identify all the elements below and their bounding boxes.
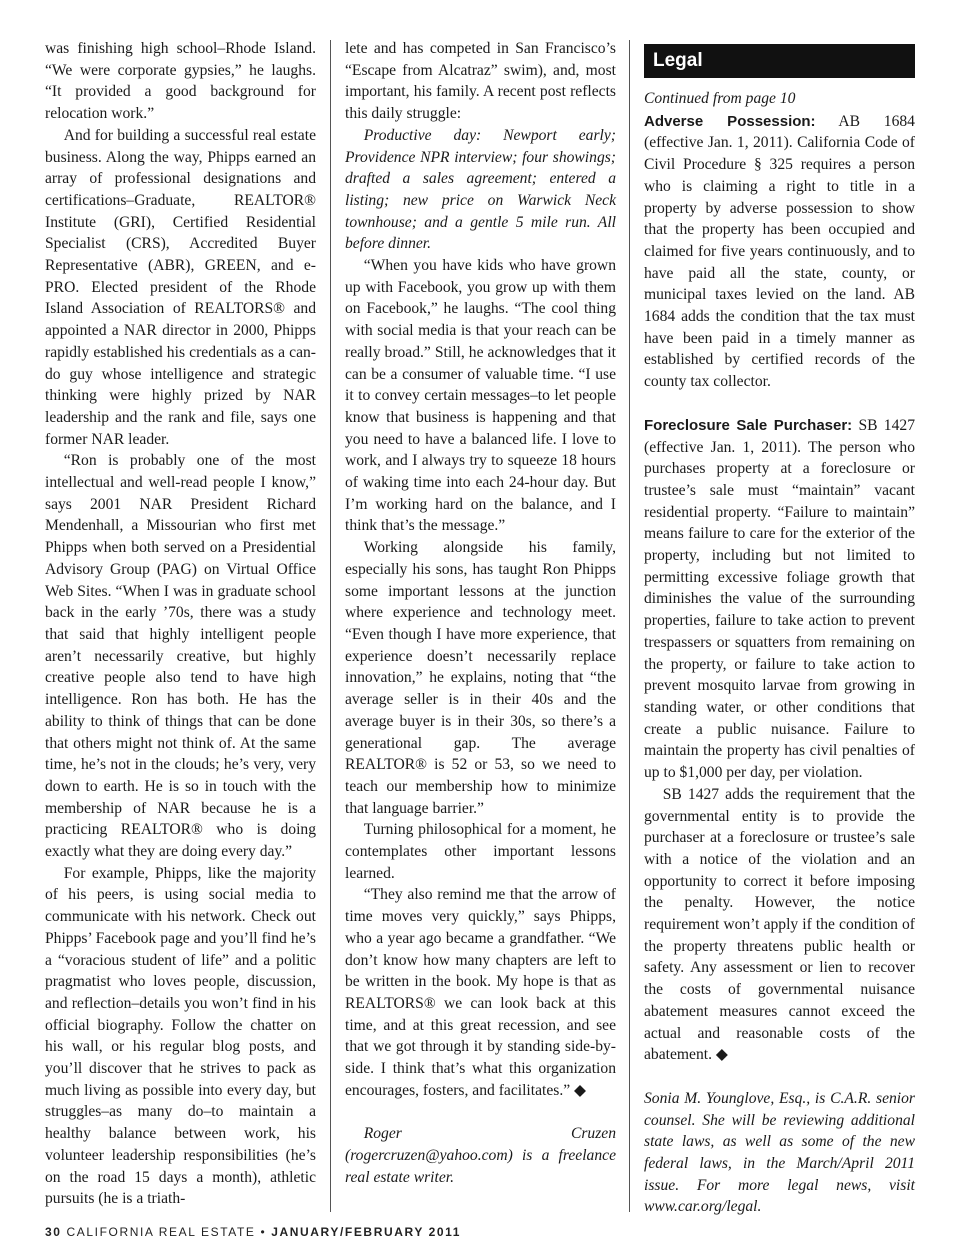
author-byline: Roger Cruzen (rogercruzen@yahoo.com) is a freelance real estate writer.: [345, 1125, 616, 1186]
article-column-2: [345, 38, 616, 1189]
legal-section-header: Legal: [644, 44, 915, 78]
footer-separator: •: [260, 1225, 267, 1239]
adverse-possession-heading: Adverse Possession:: [644, 112, 816, 130]
paragraph: lete and has competed in San Francisco’s “Escape from Alcatraz” swim), and, most important, his family. A recent post reflects this daily struggle:: [345, 40, 616, 123]
legal-column: [644, 44, 915, 1218]
adverse-possession-paragraph: Adverse Possession: AB 1684 (effective Jan. 1, 2011). California Code of Civil Procedure § 325 requires a person who is claiming a right to title in a property by adverse possession to show that the property has been occupied and claimed for five years continuously, and to have paid all the state, county, or municipal taxes levied on the land. AB 1684 adds the condition that the tax must have been paid in a timely manner as established by certified records of the county tax collector.: [644, 112, 915, 391]
paragraph: “Ron is probably one of the most intellectual and well-read people I know,” says 2001 NAR President Richard Mendenhall, a Missourian who first met Phipps when both served on a Presidential Advisory Group (PAG) on Virtual Office Web Sites. “When I was in graduate school back in the early ’70s, there was a study that said that highly intelligent people aren’t necessarily creative, but highly creative people also tend to have high intelligence. Ron has both. He has the ability to think of things that can be done that others might not think of. At the same time, he’s not in the clouds; he’s very, very down to earth. He is so in touch with the membership of NAR because he is a practicing REALTOR® who is doing exactly what they are doing every day.”: [45, 452, 316, 861]
column-rule-right: [629, 40, 630, 1212]
author-note: Sonia M. Younglove, Esq., is C.A.R. senior counsel. She will be reviewing additional state laws, as well as some of the new federal laws, in the March/April 2011 issue. For more legal news, visit www.car.org/legal.: [644, 1089, 915, 1216]
article-column-1: [45, 38, 316, 1210]
foreclosure-paragraph: Foreclosure Sale Purchaser: SB 1427 (effective Jan. 1, 2011). The person who purchases property at a foreclosure or trustee’s sale must “maintain” vacant residential property. “Failure to maintain” means failure to care for the exterior of the property, including but not limited to permitting excessive foliage growth that diminishes the value of the surrounding properties, failure to take action to prevent trespassers or squatters from remaining on the property, or failure to take action to prevent mosquito larvae from growing in standing water, or other conditions that create a public nuisance. Failure to maintain the property has civil penalties of up to $1,000 per day, per violation.: [644, 416, 915, 782]
issue-date: JANUARY/FEBRUARY 2011: [271, 1225, 462, 1239]
paragraph: For example, Phipps, like the majority of his peers, is using social media to communicate with his network. Check out Phipps’ Facebook page and you’ll find he’s a “voracious student of life” and a politic pragmatist who loves people, discussion, and reflection–details you won’t find in his official biography. Follow the chatter on his wall, or his regular blog posts, and you’ll discover that he strives to pack as much living as possible into every day, but struggles–as many do–to maintain a healthy balance between work, his volunteer leadership responsibilities (he’s on the road 15 days a month), athletic pursuits (he is a triath-: [45, 864, 316, 1208]
foreclosure-heading: Foreclosure Sale Purchaser:: [644, 416, 853, 434]
continued-note: Continued from page 10: [644, 90, 796, 107]
paragraph: “They also remind me that the arrow of time moves very quickly,” says Phipps, who a year ago became a grandfather. “We don’t know how many chapters are left to be written in the book. My hope is that as REALTORS® we can look back at this time, and at this great recession, and see that we got through it by standing side-by-side. I think that’s what this organization encourages, fosters, and facilitates.” ◆: [345, 886, 616, 1099]
paragraph: Working alongside his family, especially his sons, has taught Ron Phipps some important lessons at the junction where experience and technology meet. “Even though I have more experience, that experience doesn’t necessarily replace innovation,” he explains, noting that “the average seller is in their 40s and the average buyer is in their 30s, so there’s a generational gap. The average REALTOR® is 52 or 53, so we need to teach our membership how to minimize that language barrier.”: [345, 539, 616, 817]
facebook-post-quote: Productive day: Newport early; Providence NPR interview; four showings; drafted a sales agreement; entered a listing; new price on Warwick Neck townhouse; and a gentle 5 mile run. All before dinner.: [345, 126, 616, 253]
paragraph: And for building a successful real estate business. Along the way, Phipps earned an array of professional designations and certifications–Graduate, REALTOR® Institute (GRI), Certified Residential Specialist (CRS), Accredited Buyer Representative (ABR), GREEN, and e-PRO. Elected president of the Rhode Island Association of REALTORS® and appointed a NAR director in 2000, Phipps rapidly established his credentials as a can-do guy whose intelligence and strategic thinking were highly prized by NAR leadership and the rank and file, says one former NAR leader.: [45, 126, 316, 448]
publication-name: CALIFORNIA REAL ESTATE: [66, 1225, 256, 1239]
page-footer: [45, 1225, 645, 1239]
column-rule-left: [330, 40, 331, 1212]
paragraph: SB 1427 adds the requirement that the governmental entity is to provide the purchaser at a foreclosure or trustee’s sale with a notice of the violation and an opportunity to correct it before imposing the penalty. However, the notice requirement won’t apply if the condition of the property threatens public health or safety. Any assessment or lien to recover the costs of governmental nuisance abatement measures cannot exceed the actual and reasonable costs of the abatement. ◆: [644, 785, 915, 1064]
paragraph: “When you have kids who have grown up with Facebook, you grow up with them on Facebook,” he laughs. “The cool thing with social media is that your reach can be really broad.” Still, he acknowledges that it can be a consumer of valuable time. “I use it to convey certain messages–to let people know that business is happening and that you need to have a balanced life. I love to work, and I always try to squeeze 18 hours of waking time into each 24-hour day. But I’m working hard on the balance, and I think that’s the message.”: [345, 257, 616, 535]
paragraph: was finishing high school–Rhode Island. “We were corporate gypsies,” he laughs. “It provided a good background for relocation work.”: [45, 40, 316, 123]
page-number: 30: [45, 1225, 62, 1239]
paragraph: Turning philosophical for a moment, he contemplates other important lessons learned.: [345, 821, 616, 882]
